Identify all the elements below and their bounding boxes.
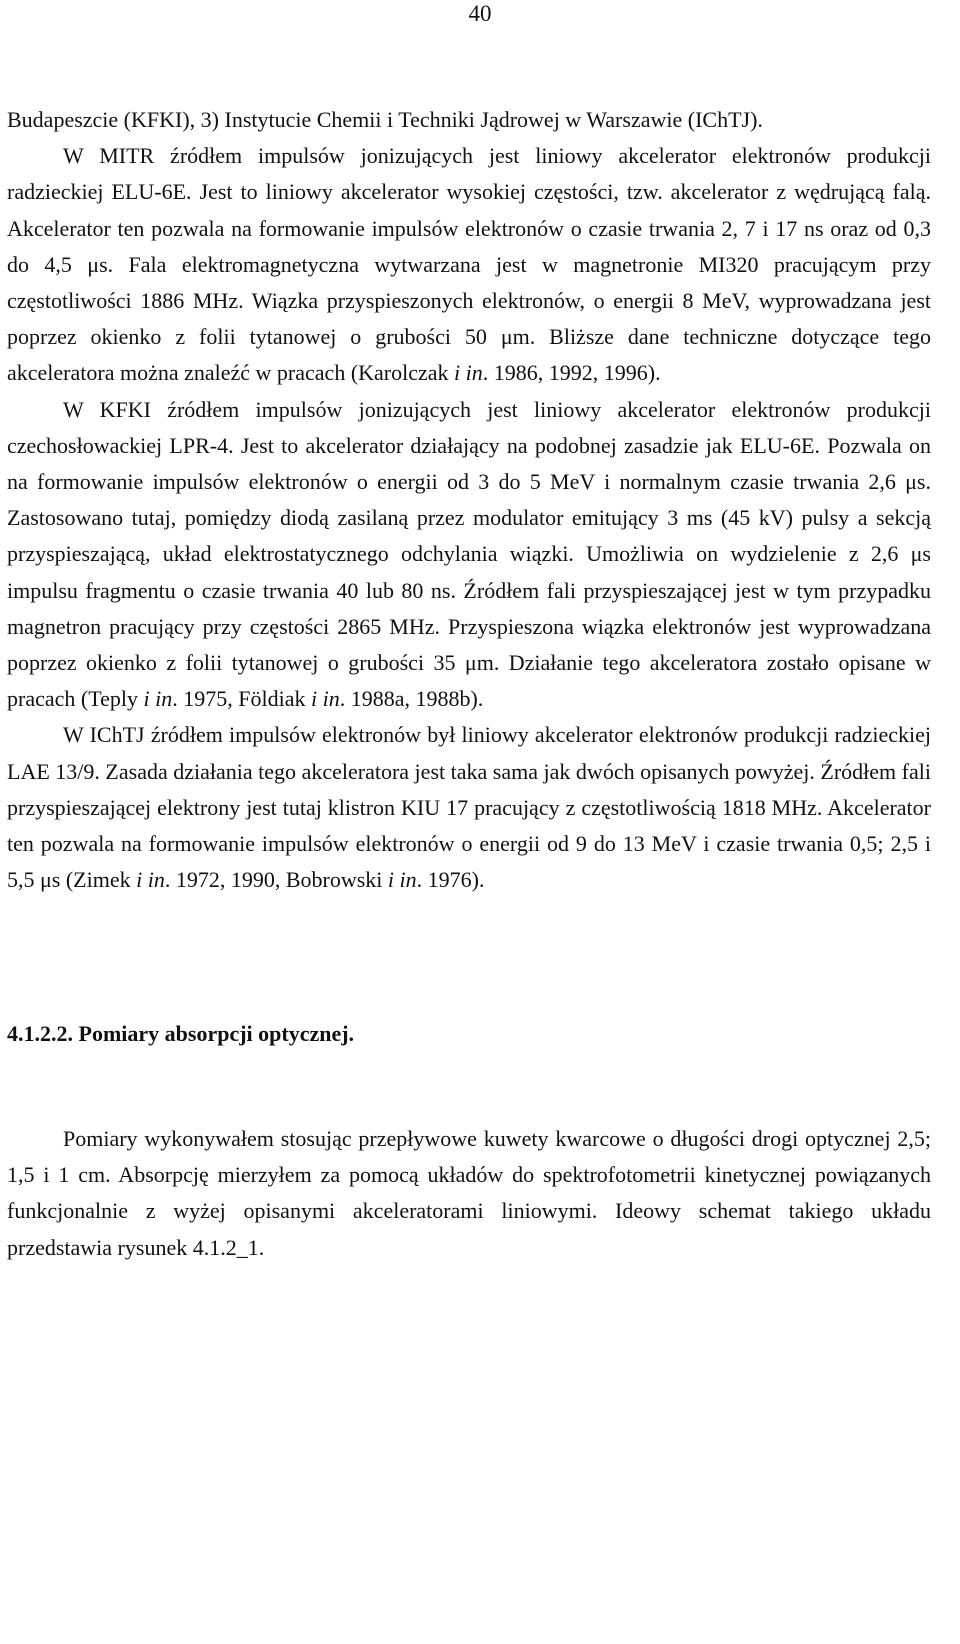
citation-italic: i in (387, 867, 417, 893)
citation-italic: i in (310, 686, 340, 712)
body-paragraph (7, 717, 931, 898)
text-run: . 1975, Földiak (172, 686, 311, 712)
body-paragraph (7, 138, 931, 391)
section-paragraph: Pomiary wykonywałem stosując przepływowe kuwety kwarcowe o długości drogi optycznej 2,5; 1,5 i 1 cm. Absorpcję mierzyłem za pomocą układów do spektrofotometrii kinetycznej powiązanych funkcjonalnie z wyżej opisanymi akceleratorami liniowymi. Ideowy schemat takiego układu przedstawia rysunek 4.1.2_1. (7, 1126, 931, 1260)
section-heading: 4.1.2.2. Pomiary absorpcji optycznej. (7, 1021, 355, 1046)
text-run: W MITR źródłem impulsów jonizujących jest liniowy akcelerator elektronów produkcji radzieckiej ELU-6E. Jest to liniowy akcelerator wysokiej częstości, tzw. akcelerator z wędrującą falą. Akcelerator ten pozwala na formowanie impulsów elektronów o czasie trwania 2, 7 i 17 ns oraz od 0,3 do 4,5 μs. Fala elektromagnetyczna wytwarzana jest w magnetronie MI320 pracującym przy częstotliwości 1886 MHz. Wiązka przyspieszonych elektronów, o energii 8 MeV, wyprowadzana jest poprzez okienko z folii tytanowej o grubości 50 μm. Bliższe dane techniczne dotyczące tego akceleratora można znaleźć w pracach (Karolczak (7, 143, 931, 386)
body-paragraph (7, 102, 931, 138)
text-run: . 1986, 1992, 1996). (482, 360, 661, 386)
body-text (7, 102, 931, 898)
text-run: W IChTJ źródłem impulsów elektronów był liniowy akcelerator elektronów produkcji radzieckiej LAE 13/9. Zasada działania tego akceleratora jest taka sama jak dwóch opisanych powyżej. Źródłem fali przyspieszającej elektrony jest tutaj klistron KIU 17 pracujący z częstotliwością 1818 MHz. Akcelerator ten pozwala na formowanie impulsów elektronów o energii od 9 do 13 MeV i czasie trwania 0,5; 2,5 i 5,5 μs (Zimek (7, 722, 931, 893)
text-run: W KFKI źródłem impulsów jonizujących jest liniowy akcelerator elektronów produkcji czechosłowackiej LPR-4. Jest to akcelerator działający na podobnej zasadzie jak ELU-6E. Pozwala on na formowanie impulsów elektronów o energii od 3 do 5 MeV i normalnym czasie trwania 2,6 μs. Zastosowano tutaj, pomiędzy diodą zasilaną przez modulator emitujący 3 ms (45 kV) pulsy a sekcją przyspieszającą, układ elektrostatycznego odchylania wiązki. Umożliwia on wydzielenie z 2,6 μs impulsu fragmentu o czasie trwania 40 lub 80 ns. Źródłem fali przyspieszającej jest w tym przypadku magnetron pracujący przy częstości 2865 MHz. Przyspieszona wiązka elektronów jest wyprowadzana poprzez okienko z folii tytanowej o grubości 35 μm. Działanie tego akceleratora zostało opisane w pracach (Teply (7, 396, 931, 712)
text-run: . 1988a, 1988b). (339, 686, 484, 712)
citation-italic: i in (454, 360, 483, 386)
text-run: . 1972, 1990, Bobrowski (164, 867, 388, 893)
text-run: . 1976). (416, 867, 485, 893)
citation-italic: i in (143, 686, 173, 712)
section-body (7, 1121, 931, 1266)
citation-italic: i in (136, 867, 165, 893)
text-run: Budapeszcie (KFKI), 3) Instytucie Chemii i Techniki Jądrowej w Warszawie (IChTJ). (7, 107, 763, 132)
body-paragraph (7, 392, 931, 718)
page-number: 40 (468, 1, 492, 26)
